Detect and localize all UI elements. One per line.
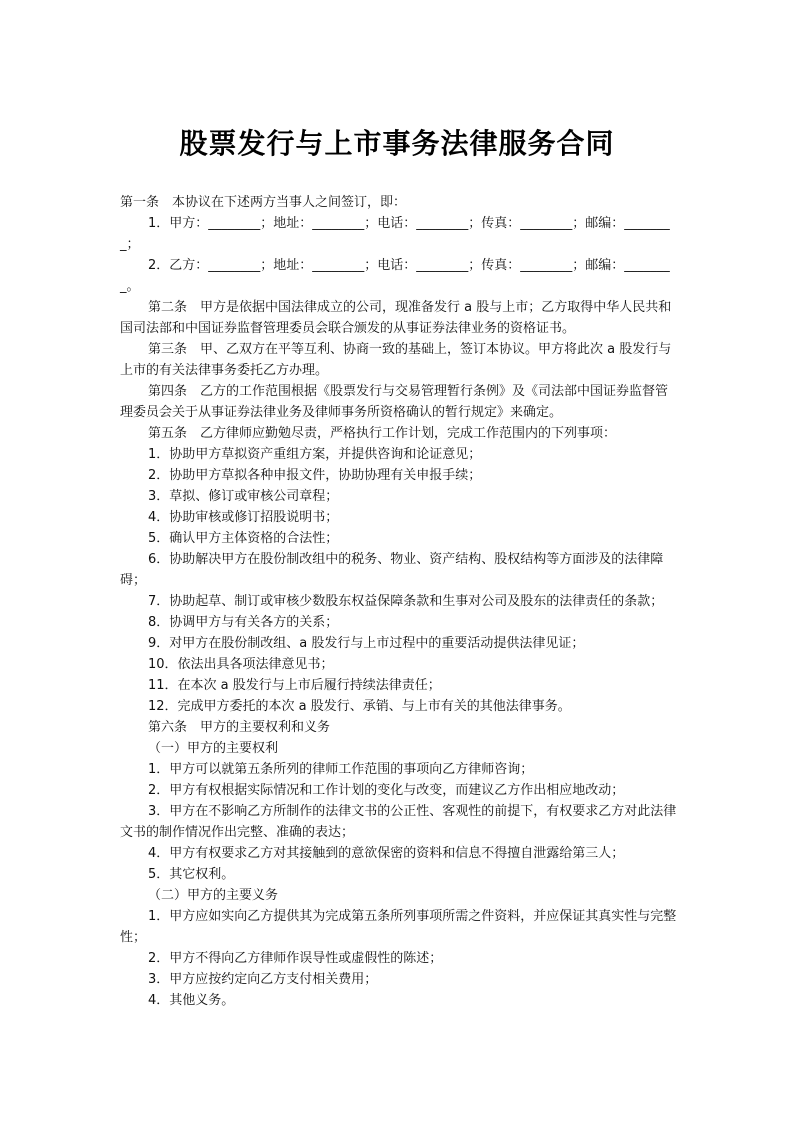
paragraph: 7．协助起草、制订或审核少数股东权益保障条款和生事对公司及股东的法律责任的条款； <box>148 594 664 609</box>
paragraph: 1．甲方可以就第五条所列的律师工作范围的事项向乙方律师咨询； <box>148 762 534 777</box>
paragraph: 5．其它权利。 <box>148 867 235 882</box>
paragraph: 5．确认甲方主体资格的合法性； <box>148 531 339 546</box>
paragraph: 第三条 甲、乙双方在平等互利、协商一致的基础上，签订本协议。甲方将此次 a 股发行与上市的有关法律事务委托乙方办理。 <box>120 342 672 378</box>
paragraph: 4．协助审核或修订招股说明书； <box>148 510 339 525</box>
paragraph: 第二条 甲方是依据中国法律成立的公司，现准备发行 a 股与上市；乙方取得中华人民共和国司法部和中国证券监督管理委员会联合颁发的从事证券法律业务的资格证书。 <box>120 300 672 336</box>
document-title: 股票发行与上市事务法律服务合同 <box>179 127 615 160</box>
paragraph: 第四条 乙方的工作范围根据《股票发行与交易管理暂行条例》及《司法部中国证券监督管理委员会关于从事证券法律业务及律师事务所资格确认的暂行规定》来确定。 <box>120 384 669 420</box>
paragraph: 第六条 甲方的主要权利和义务 <box>148 720 331 735</box>
paragraph: 2．甲方不得向乙方律师作误导性或虚假性的陈述； <box>148 951 443 966</box>
paragraph: 第五条 乙方律师应勤勉尽责，严格执行工作计划，完成工作范围内的下列事项： <box>148 426 617 441</box>
paragraph: 6．协助解决甲方在股份制改组中的税务、物业、资产结构、股权结构等方面涉及的法律障碍； <box>120 552 664 588</box>
paragraph: 4．其他义务。 <box>148 993 235 1008</box>
paragraph: 1．协助甲方草拟资产重组方案，并提供咨询和论证意见； <box>148 447 482 462</box>
paragraph: 第一条 本协议在下述两方当事人之间签订，即： <box>120 195 407 210</box>
paragraph: 1．甲方：________；地址：________；电话：________；传真：________；邮编：________； <box>120 216 670 252</box>
paragraph: 3．草拟、修订或审核公司章程； <box>148 489 339 504</box>
paragraph: 2．甲方有权根据实际情况和工作计划的变化与改变，而建议乙方作出相应地改动； <box>148 783 625 798</box>
paragraph: 3．甲方应按约定向乙方支付相关费用； <box>148 972 378 987</box>
paragraph: 12．完成甲方委托的本次 a 股发行、承销、与上市有关的其他法律事务。 <box>148 699 571 714</box>
paragraph: 4．甲方有权要求乙方对其接触到的意欲保密的资料和信息不得擅自泄露给第三人； <box>148 846 625 861</box>
paragraph: 8．协调甲方与有关各方的关系； <box>148 615 339 630</box>
paragraph: 11．在本次 a 股发行与上市后履行持续法律责任； <box>148 678 441 693</box>
paragraph: 9．对甲方在股份制改组、a 股发行与上市过程中的重要活动提供法律见证； <box>148 636 585 651</box>
paragraph: 2．协助甲方草拟各种申报文件，协助协理有关申报手续； <box>148 468 482 483</box>
paragraph: 2．乙方：________；地址：________；电话：________；传真：________；邮编：________。 <box>120 258 670 294</box>
paragraph: 1．甲方应如实向乙方提供其为完成第五条所列事项所需之件资料，并应保证其真实性与完整性； <box>120 909 677 945</box>
paragraph: （一）甲方的主要权利 <box>148 741 279 756</box>
paragraph: （二）甲方的主要义务 <box>148 888 279 903</box>
document-body <box>120 192 680 1011</box>
paragraph: 3．甲方在不影响乙方所制作的法律文书的公正性、客观性的前提下，有权要求乙方对此法律文书的制作情况作出完整、准确的表达； <box>120 804 677 840</box>
paragraph: 10．依法出具各项法律意见书； <box>148 657 334 672</box>
